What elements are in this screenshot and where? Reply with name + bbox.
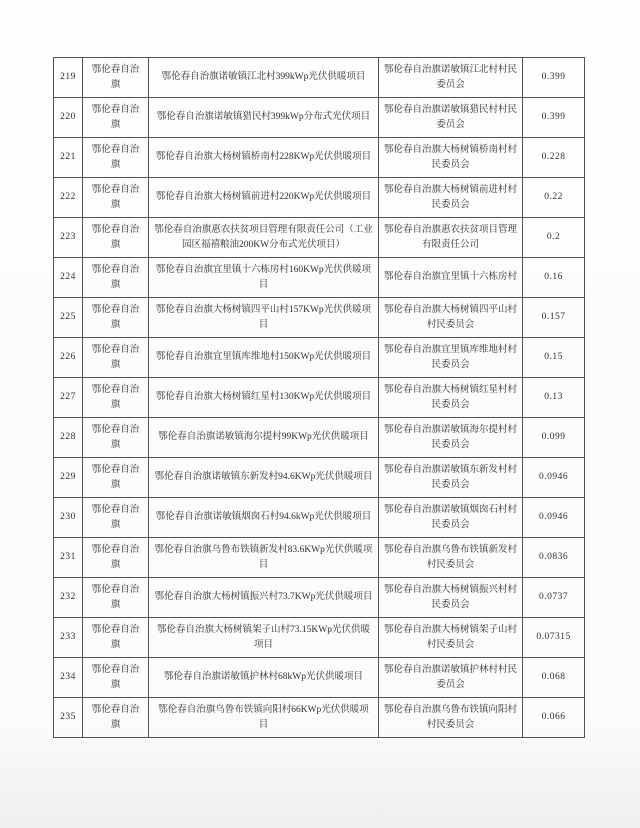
capacity-value-cell: 0.13 [523, 378, 585, 418]
table-row [54, 418, 585, 458]
table-row [54, 58, 585, 98]
region-cell: 鄂伦春自治旗 [83, 458, 149, 498]
table-row [54, 218, 585, 258]
capacity-value-cell: 0.066 [523, 698, 585, 738]
row-number-cell: 220 [54, 98, 83, 138]
manager-unit-cell: 鄂伦春自治旗宜里镇库维地村村民委员会 [379, 338, 523, 378]
row-number-cell: 225 [54, 298, 83, 338]
manager-unit-cell: 鄂伦春自治旗诺敏镇烟囱石村村民委员会 [379, 498, 523, 538]
region-cell: 鄂伦春自治旗 [83, 218, 149, 258]
manager-unit-cell: 鄂伦春自治旗诺敏镇东新发村村民委员会 [379, 458, 523, 498]
table-body [54, 58, 585, 738]
table-row [54, 298, 585, 338]
row-number-cell: 234 [54, 658, 83, 698]
row-number-cell: 233 [54, 618, 83, 658]
table-row [54, 578, 585, 618]
capacity-value-cell: 0.0836 [523, 538, 585, 578]
manager-unit-cell: 鄂伦春自治旗大杨树镇四平山村村民委员会 [379, 298, 523, 338]
capacity-value-cell: 0.0946 [523, 498, 585, 538]
project-name-cell: 鄂伦春自治旗大杨树镇桥南村228KWp光伏供暖项目 [149, 138, 379, 178]
table-row [54, 258, 585, 298]
project-name-cell: 鄂伦春自治旗大杨树镇红星村130KWp光伏供暖项目 [149, 378, 379, 418]
region-cell: 鄂伦春自治旗 [83, 498, 149, 538]
project-name-cell: 鄂伦春自治旗乌鲁布铁镇新发村83.6KWp光伏供暖项目 [149, 538, 379, 578]
manager-unit-cell: 鄂伦春自治旗宜里镇十六栋房村 [379, 258, 523, 298]
capacity-value-cell: 0.0946 [523, 458, 585, 498]
table-row [54, 178, 585, 218]
manager-unit-cell: 鄂伦春自治旗大杨树镇红星村村民委员会 [379, 378, 523, 418]
manager-unit-cell: 鄂伦春自治旗惠农扶贫项目管理有限责任公司 [379, 218, 523, 258]
project-name-cell: 鄂伦春自治旗惠农扶贫项目管理有限责任公司（工业园区福禧粮油200KW分布式光伏项目） [149, 218, 379, 258]
row-number-cell: 230 [54, 498, 83, 538]
table-row [54, 98, 585, 138]
table-row [54, 698, 585, 738]
region-cell: 鄂伦春自治旗 [83, 698, 149, 738]
manager-unit-cell: 鄂伦春自治旗诺敏镇江北村村民委员会 [379, 58, 523, 98]
row-number-cell: 232 [54, 578, 83, 618]
capacity-value-cell: 0.16 [523, 258, 585, 298]
manager-unit-cell: 鄂伦春自治旗诺敏镇猎民村村民委员会 [379, 98, 523, 138]
row-number-cell: 221 [54, 138, 83, 178]
capacity-value-cell: 0.099 [523, 418, 585, 458]
row-number-cell: 227 [54, 378, 83, 418]
row-number-cell: 229 [54, 458, 83, 498]
table-row [54, 658, 585, 698]
region-cell: 鄂伦春自治旗 [83, 298, 149, 338]
project-name-cell: 鄂伦春自治旗乌鲁布铁镇向阳村66KWp光伏供暖项目 [149, 698, 379, 738]
table-row [54, 458, 585, 498]
manager-unit-cell: 鄂伦春自治旗大杨树镇桥南村村民委员会 [379, 138, 523, 178]
row-number-cell: 235 [54, 698, 83, 738]
project-name-cell: 鄂伦春自治旗大杨树镇架子山村73.15KWp光伏供暖项目 [149, 618, 379, 658]
region-cell: 鄂伦春自治旗 [83, 58, 149, 98]
region-cell: 鄂伦春自治旗 [83, 258, 149, 298]
capacity-value-cell: 0.399 [523, 98, 585, 138]
row-number-cell: 226 [54, 338, 83, 378]
row-number-cell: 231 [54, 538, 83, 578]
region-cell: 鄂伦春自治旗 [83, 378, 149, 418]
capacity-value-cell: 0.068 [523, 658, 585, 698]
capacity-value-cell: 0.0737 [523, 578, 585, 618]
project-name-cell: 鄂伦春自治旗大杨树镇振兴村73.7KWp光伏供暖项目 [149, 578, 379, 618]
region-cell: 鄂伦春自治旗 [83, 418, 149, 458]
capacity-value-cell: 0.07315 [523, 618, 585, 658]
pv-project-table [53, 57, 585, 738]
manager-unit-cell: 鄂伦春自治旗大杨树镇振兴村村民委员会 [379, 578, 523, 618]
capacity-value-cell: 0.157 [523, 298, 585, 338]
table-row [54, 138, 585, 178]
manager-unit-cell: 鄂伦春自治旗乌鲁布铁镇向阳村村民委员会 [379, 698, 523, 738]
region-cell: 鄂伦春自治旗 [83, 338, 149, 378]
table-row [54, 498, 585, 538]
capacity-value-cell: 0.399 [523, 58, 585, 98]
manager-unit-cell: 鄂伦春自治旗诺敏镇海尔提村村民委员会 [379, 418, 523, 458]
region-cell: 鄂伦春自治旗 [83, 578, 149, 618]
project-name-cell: 鄂伦春自治旗宜里镇十六栋房村160KWp光伏供暖项目 [149, 258, 379, 298]
region-cell: 鄂伦春自治旗 [83, 138, 149, 178]
row-number-cell: 222 [54, 178, 83, 218]
table-row [54, 378, 585, 418]
project-name-cell: 鄂伦春自治旗诺敏镇江北村399kWp光伏供暖项目 [149, 58, 379, 98]
project-name-cell: 鄂伦春自治旗诺敏镇烟囱石村94.6kWp光伏供暖项目 [149, 498, 379, 538]
region-cell: 鄂伦春自治旗 [83, 658, 149, 698]
project-name-cell: 鄂伦春自治旗诺敏镇猎民村399kWp分布式光伏项目 [149, 98, 379, 138]
capacity-value-cell: 0.22 [523, 178, 585, 218]
project-name-cell: 鄂伦春自治旗诺敏镇海尔提村99KWp光伏供暖项目 [149, 418, 379, 458]
region-cell: 鄂伦春自治旗 [83, 98, 149, 138]
table-row [54, 538, 585, 578]
manager-unit-cell: 鄂伦春自治旗诺敏镇护林村村民委员会 [379, 658, 523, 698]
project-name-cell: 鄂伦春自治旗宜里镇库维地村150KWp光伏供暖项目 [149, 338, 379, 378]
region-cell: 鄂伦春自治旗 [83, 538, 149, 578]
row-number-cell: 219 [54, 58, 83, 98]
row-number-cell: 223 [54, 218, 83, 258]
region-cell: 鄂伦春自治旗 [83, 178, 149, 218]
row-number-cell: 224 [54, 258, 83, 298]
manager-unit-cell: 鄂伦春自治旗大杨树镇前进村村民委员会 [379, 178, 523, 218]
manager-unit-cell: 鄂伦春自治旗大杨树镇架子山村村民委员会 [379, 618, 523, 658]
manager-unit-cell: 鄂伦春自治旗乌鲁布铁镇新发村村民委员会 [379, 538, 523, 578]
table-row [54, 618, 585, 658]
project-name-cell: 鄂伦春自治旗诺敏镇护林村68kWp光伏供暖项目 [149, 658, 379, 698]
capacity-value-cell: 0.2 [523, 218, 585, 258]
project-name-cell: 鄂伦春自治旗诺敏镇东新发村94.6KWp光伏供暖项目 [149, 458, 379, 498]
capacity-value-cell: 0.15 [523, 338, 585, 378]
project-name-cell: 鄂伦春自治旗大杨树镇四平山村157KWp光伏供暖项目 [149, 298, 379, 338]
table-row [54, 338, 585, 378]
project-name-cell: 鄂伦春自治旗大杨树镇前进村220KWp光伏供暖项目 [149, 178, 379, 218]
region-cell: 鄂伦春自治旗 [83, 618, 149, 658]
row-number-cell: 228 [54, 418, 83, 458]
capacity-value-cell: 0.228 [523, 138, 585, 178]
